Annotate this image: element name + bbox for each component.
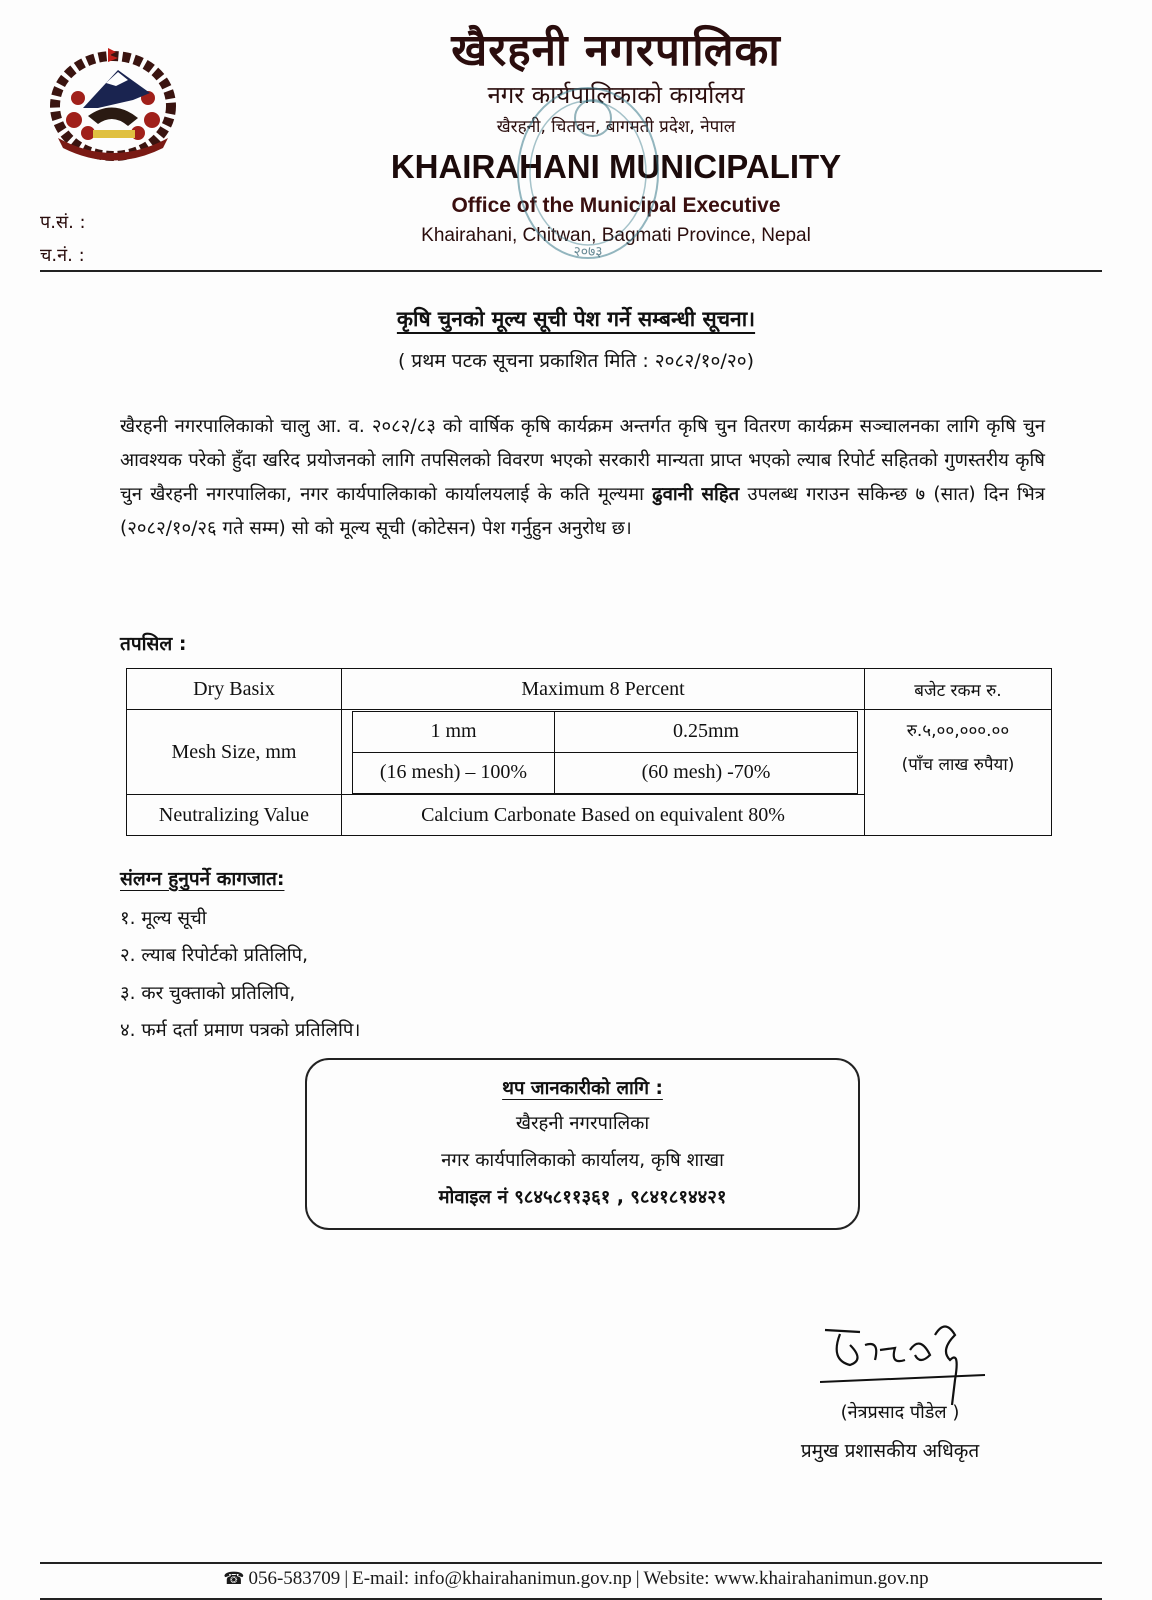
header-divider — [40, 270, 1102, 272]
mesh-size-cell — [342, 710, 865, 795]
budget-cell — [865, 710, 1052, 836]
signer-name: (नेत्रप्रसाद पौडेल ) — [840, 1402, 960, 1423]
mesh-size-subtable — [352, 711, 858, 794]
office-name-nepali: नगर कार्यपालिकाको कार्यालय — [487, 81, 745, 109]
specification-table — [126, 668, 1052, 836]
mesh-size-025mm: 0.25mm — [555, 711, 858, 752]
attachment-item: २. ल्याब रिपोर्टको प्रतिलिपि, — [120, 945, 309, 966]
separator: | — [635, 1568, 640, 1589]
attachment-item: १. मूल्य सूची — [120, 908, 207, 929]
first-published-date: ( प्रथम पटक सूचना प्रकाशित मिति : २०८२/१०/२०) — [397, 350, 755, 372]
attachment-item: ४. फर्म दर्ता प्रमाण पत्रको प्रतिलिपि। — [120, 1020, 361, 1041]
official-stamp-icon — [508, 78, 668, 268]
address-english: Khairahani, Chitwan, Bagmati Province, Nepal — [421, 225, 811, 246]
contact-office: नगर कार्यपालिकाको कार्यालय, कृषि शाखा — [441, 1150, 724, 1171]
letter-number-label: प.सं. : — [40, 212, 86, 233]
body-text-part2: उपलब्ध गराउन सकिन्छ ७ (सात) दिन भित्र (२०८२/१०/२६ गते सम्म) सो को मूल्य सूची (कोटेसन) पेश गर्नुहुन अनुरोध छ। — [120, 484, 1045, 539]
signer-title: प्रमुख प्रशासकीय अधिकृत — [800, 1440, 980, 1462]
table-row — [127, 710, 1052, 795]
footer-divider — [40, 1562, 1102, 1564]
contact-org: खैरहनी नगरपालिका — [515, 1113, 650, 1134]
notice-body — [120, 410, 1045, 546]
dispatch-number-label: च.नं. : — [40, 245, 85, 266]
table-row — [127, 669, 1052, 710]
neutralizing-value: Calcium Carbonate Based on equivalent 80% — [342, 795, 865, 836]
dry-basis-label: Dry Basix — [127, 669, 342, 710]
address-nepali: खैरहनी, चितवन, बागमती प्रदेश, नेपाल — [496, 117, 736, 137]
budget-amount-words: (पाँच लाख रुपैया) — [901, 755, 1015, 775]
table-row — [353, 711, 858, 752]
mesh-size-label: Mesh Size, mm — [127, 710, 342, 795]
attachments-heading: संलग्न हुनुपर्ने कागजात: — [120, 868, 285, 890]
separator: | — [344, 1568, 349, 1589]
attachment-item: ३. कर चुक्ताको प्रतिलिपि, — [120, 983, 296, 1004]
telephone-icon: ☎ — [223, 1569, 245, 1588]
mesh-60-percent: (60 mesh) -70% — [555, 752, 858, 793]
notice-subject-text: कृषि चुनको मूल्य सूची पेश गर्ने सम्बन्धी सूचना। — [396, 307, 756, 331]
contact-heading-text: थप जानकारीको लागि : — [502, 1078, 663, 1099]
footer-phone: 056-583709 — [248, 1568, 341, 1589]
contact-heading — [305, 1075, 860, 1100]
municipality-name-nepali: खैरहनी नगरपालिका — [451, 25, 781, 76]
stamp-year: २०७३ — [573, 244, 603, 260]
municipality-name-english: KHAIRAHANI MUNICIPALITY — [390, 148, 842, 185]
details-label: तपसिल : — [120, 633, 187, 655]
footer-website[interactable]: Website: www.khairahanimun.gov.np — [643, 1568, 929, 1589]
body-text-bold: ढुवानी सहित — [652, 484, 740, 505]
contact-mobile: मोवाइल नं ९८४५८११३६१ , ९८४१८१४४२१ — [438, 1187, 727, 1208]
dry-basis-value: Maximum 8 Percent — [342, 669, 865, 710]
signature-icon — [820, 1320, 1000, 1410]
mesh-size-1mm: 1 mm — [353, 711, 555, 752]
notice-subject — [0, 305, 1152, 333]
neutralizing-label: Neutralizing Value — [127, 795, 342, 836]
table-row — [353, 752, 858, 793]
budget-header: बजेट रकम रु. — [865, 669, 1052, 710]
budget-amount: रु.५,००,०००.०० — [906, 721, 1010, 741]
office-name-english: Office of the Municipal Executive — [451, 194, 781, 217]
mesh-16-percent: (16 mesh) – 100% — [353, 752, 555, 793]
footer-email[interactable]: E-mail: info@khairahanimun.gov.np — [352, 1568, 632, 1589]
body-text-part1: खैरहनी नगरपालिकाको चालु आ. व. २०८२/८३ को वार्षिक कृषि कार्यक्रम अन्तर्गत कृषि चुन वितरण कार्यक्रम सञ्चालनका लागि कृषि चुन आवश्यक परेको हुँदा खरिद प्रयोजनको लागि तपसिलको विवरण भएको सरकारी मान्यता प्राप्त भएको ल्याब रिपोर्ट सहितको गुणस्तरीय कृषि चुन खैरहनी नगरपालिका, नगर कार्यपालिकाको कार्यालयलाई के कति मूल्यमा — [120, 416, 1045, 505]
footer-contact — [0, 1568, 1152, 1590]
